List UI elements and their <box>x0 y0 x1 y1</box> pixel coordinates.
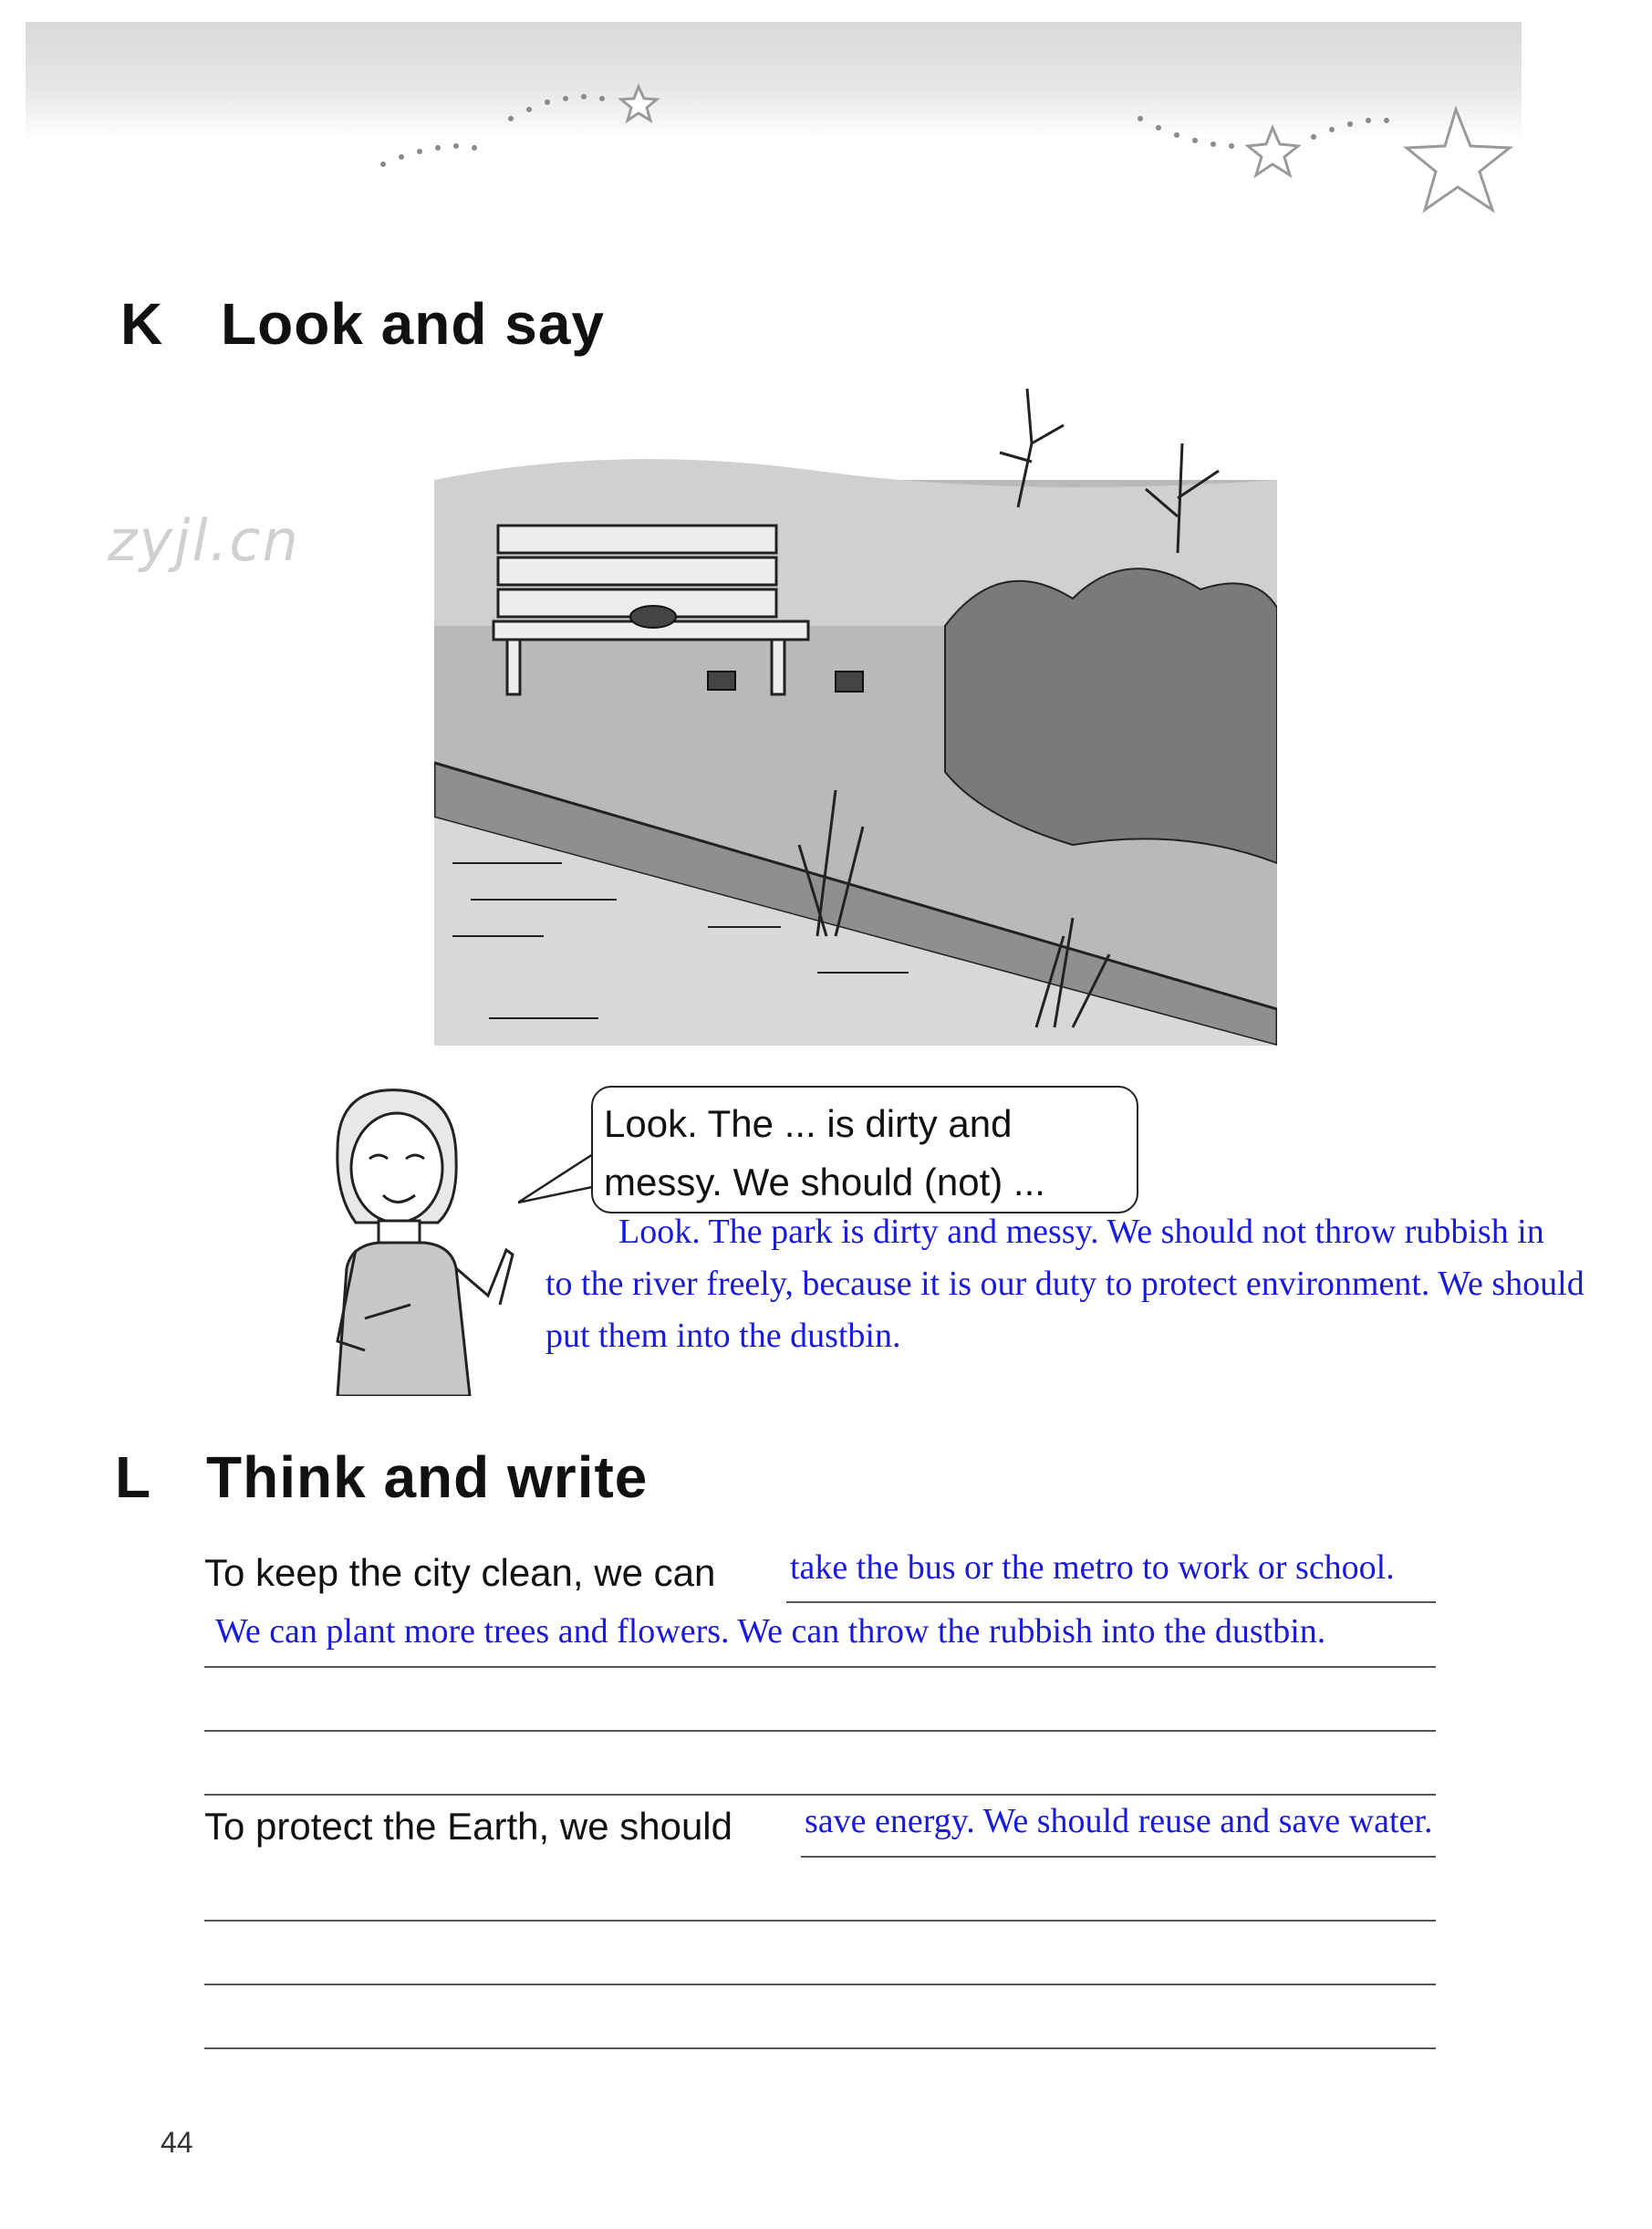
section-k-letter: K <box>120 291 163 357</box>
park-scene-illustration <box>434 389 1277 1046</box>
speech-bubble-tail <box>518 1150 600 1204</box>
speech-bubble-line: messy. We should (not) ... <box>604 1161 1045 1203</box>
page-number: 44 <box>161 2126 193 2159</box>
answer-rule <box>204 1984 1436 1985</box>
prompt-keep-city-clean: To keep the city clean, we can <box>204 1551 716 1594</box>
answer-rule <box>786 1601 1436 1603</box>
answer-rule <box>204 1920 1436 1922</box>
answer-rule <box>204 1666 1436 1668</box>
speech-bubble-text <box>604 1095 1115 1212</box>
section-l-letter: L <box>115 1444 151 1510</box>
girl-illustration <box>301 1086 520 1396</box>
prompt-protect-earth: To protect the Earth, we should <box>204 1805 732 1848</box>
answer-k-line: put them into the dustbin. <box>545 1317 901 1355</box>
speech-bubble-line: Look. The ... is dirty and <box>604 1102 1013 1145</box>
answer-l-1-line-1[interactable]: take the bus or the metro to work or school. <box>790 1548 1395 1587</box>
answer-rule <box>204 1730 1436 1732</box>
star-decoration-icon <box>0 0 1652 237</box>
answer-k-line: Look. The park is dirty and messy. We should not throw rubbish in <box>618 1213 1544 1251</box>
watermark: zyjl.cn <box>108 507 300 574</box>
answer-l-1-line-2[interactable]: We can plant more trees and flowers. We can throw the rubbish into the dustbin. <box>215 1612 1326 1651</box>
answer-k <box>545 1206 1640 1362</box>
answer-rule <box>204 2047 1436 2049</box>
section-l-title: Think and write <box>206 1444 649 1510</box>
answer-l-2-line-1[interactable]: save energy. We should reuse and save water. <box>805 1802 1433 1840</box>
section-k-title: Look and say <box>221 291 605 357</box>
answer-rule <box>204 1794 1436 1796</box>
answer-k-line: to the river freely, because it is our duty to protect environment. We should <box>545 1265 1584 1303</box>
answer-rule <box>801 1856 1436 1858</box>
